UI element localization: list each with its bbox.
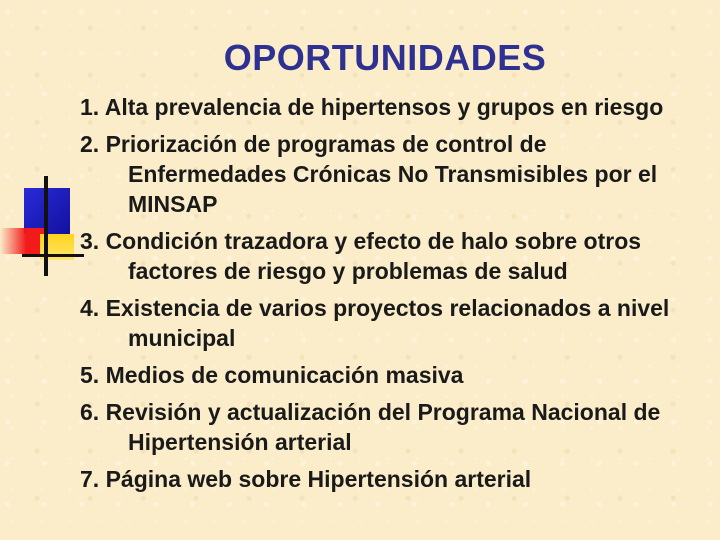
logo-horizontal-line: [22, 254, 84, 257]
list-item: 5. Medios de comunicación masiva: [80, 362, 464, 388]
slide-title: OPORTUNIDADES: [223, 37, 547, 78]
list-item: 2. Priorización de programas de control de Enfermedades Crónicas No Transmisibles por el MINSAP: [80, 131, 658, 217]
list-item: 6. Revisión y actualización del Programa Nacional de Hipertensión arterial: [80, 399, 661, 455]
list-item: 3. Condición trazadora y efecto de halo sobre otros factores de riesgo y problemas de salud: [80, 228, 642, 284]
list-item: 4. Existencia de varios proyectos relacionados a nivel municipal: [80, 295, 670, 351]
list-item: 1. Alta prevalencia de hipertensos y grupos en riesgo: [80, 94, 664, 120]
logo-red-bar: [0, 228, 44, 254]
opportunities-list: [80, 92, 680, 501]
decorative-logo: [0, 188, 90, 284]
list-item: 7. Página web sobre Hipertensión arterial: [80, 466, 532, 492]
logo-vertical-line: [44, 176, 48, 276]
